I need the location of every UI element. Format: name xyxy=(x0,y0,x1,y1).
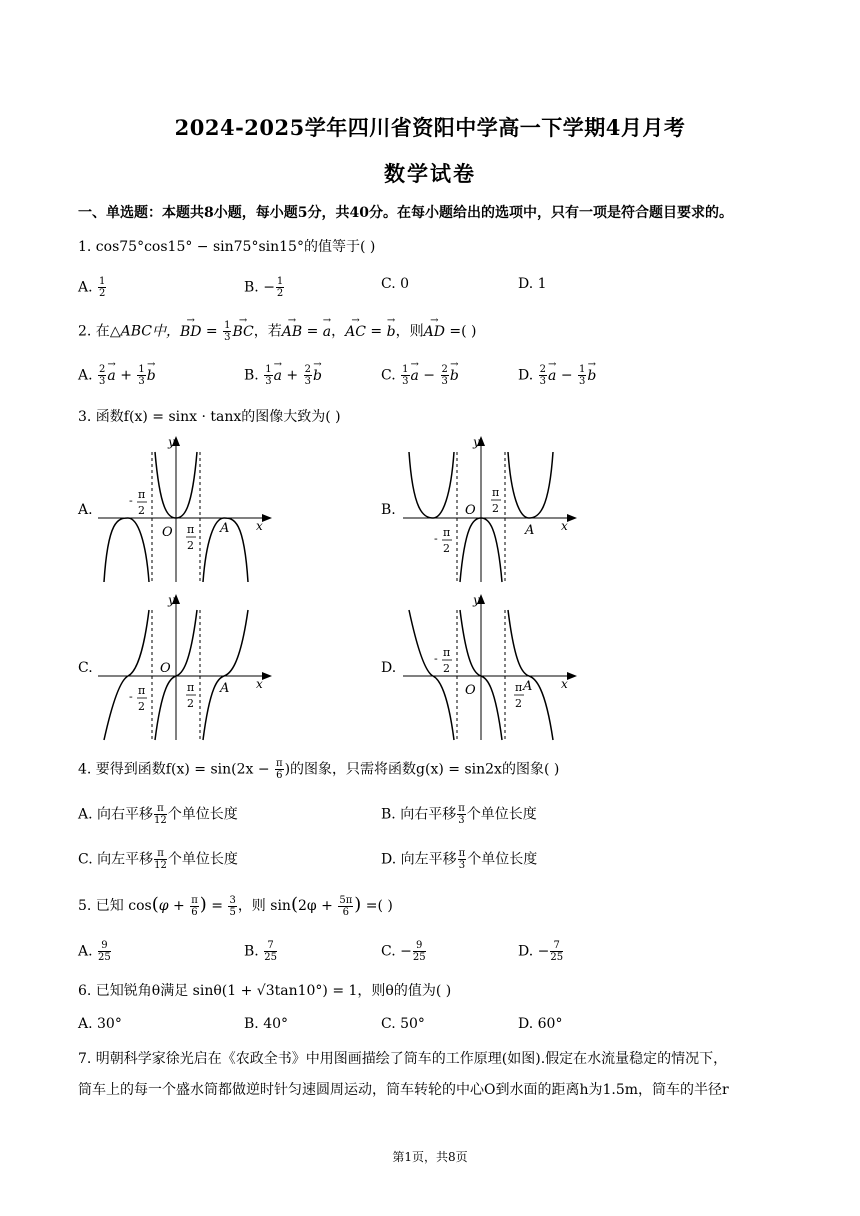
tick-two: 2 xyxy=(187,697,194,710)
tick-pi: π xyxy=(187,523,195,536)
tick-neg-sign: - xyxy=(434,652,438,665)
tick-two: 2 xyxy=(138,504,145,517)
origin-label: O xyxy=(465,683,476,698)
q3-graph-b xyxy=(395,432,585,592)
tick-two: 2 xyxy=(187,539,194,552)
axis-label-x: x xyxy=(256,519,263,533)
q3-graph-a xyxy=(90,432,280,592)
q5-option-b: B. $\frac{7}{25}$ xyxy=(244,940,277,963)
q7-line-2: 筒车上的每一个盛水筒都做逆时针匀速圆周运动，筒车转轮的中心O到水面的距离h为1.5m，筒车的半径r xyxy=(78,1082,729,1098)
q6-option-d: D. 60° xyxy=(518,1016,563,1032)
origin-label: O xyxy=(162,525,173,540)
tick-pi: π xyxy=(443,526,451,539)
q1-option-a: A. $\frac{1}{2}$ xyxy=(78,276,106,299)
tick-neg-sign: - xyxy=(434,532,438,545)
tick-two: 2 xyxy=(492,502,499,515)
axis-label-x: x xyxy=(561,519,568,533)
q7-line-1: 7. 明朝科学家徐光启在《农政全书》中用图画描绘了筒车的工作原理(如图).假定在水流量稳定的情况下， xyxy=(78,1051,728,1067)
q1-option-c: C. 0 xyxy=(381,276,410,292)
page-footer: 第1页，共8页 xyxy=(392,1150,468,1164)
exam-title: 2024-2025学年四川省资阳中学高一下学期4月月考 xyxy=(174,115,686,140)
exam-subtitle: 数学试卷 xyxy=(384,161,476,186)
tick-two: 2 xyxy=(515,697,522,710)
q3-graph-d xyxy=(395,590,585,750)
axis-label-x: x xyxy=(561,677,568,691)
point-label: A xyxy=(523,679,533,694)
question-7-stem xyxy=(78,1044,783,1106)
tick-pi: π xyxy=(515,681,523,694)
point-label: A xyxy=(220,681,230,696)
axis-label-y: y xyxy=(473,593,480,607)
tick-neg-sign: - xyxy=(129,690,133,703)
tick-pi: π xyxy=(138,488,146,501)
tick-pi: π xyxy=(443,646,451,659)
question-3-stem: 3. 函数f(x) = sinx · tanx的图像大致为( ) xyxy=(78,409,341,425)
question-4-stem: 4. 要得到函数f(x) = sin(2x − $\frac{\pi}{6}$ )的图象，只需将函数g(x) = sin2x的图象( ) xyxy=(78,758,560,781)
q4-option-d: D. 向左平移 $\frac{\pi}{3}$ 个单位长度 xyxy=(381,848,538,871)
q3-option-b-label: B. xyxy=(381,502,396,518)
point-label: A xyxy=(525,523,535,538)
q6-option-b: B. 40° xyxy=(244,1016,289,1032)
q3-option-a-label: A. xyxy=(78,502,93,518)
section-heading: 一、单选题：本题共8小题，每小题5分，共40分。在每小题给出的选项中，只有一项是符合题目要求的。 xyxy=(78,205,733,221)
point-label: A xyxy=(220,521,230,536)
origin-label: O xyxy=(465,503,476,518)
q5-option-a: A. $\frac{9}{25}$ xyxy=(78,940,111,963)
axis-label-y: y xyxy=(473,435,480,449)
question-6-stem: 6. 已知锐角θ满足 sinθ(1 + √3tan10°) = 1，则θ的值为( ) xyxy=(78,983,452,999)
question-1-stem: 1. cos75°cos15° − sin75°sin15°的值等于( ) xyxy=(78,239,376,255)
tick-two: 2 xyxy=(443,662,450,675)
question-2-stem: 2. 在△ABC中，→ BD = $\frac{1}{3}$ → BC，若→ AB = → a，→ AC = → b，则→ AD =( ) xyxy=(78,320,477,343)
q4-option-a: A. 向右平移 $\frac{\pi}{12}$ 个单位长度 xyxy=(78,803,238,826)
q3-option-c-label: C. xyxy=(78,660,93,676)
q4-option-c: C. 向左平移 $\frac{\pi}{12}$ 个单位长度 xyxy=(78,848,238,871)
q4-option-b: B. 向右平移 $\frac{\pi}{3}$ 个单位长度 xyxy=(381,803,537,826)
q2-option-d: D. $\frac{2}{3}$ → a − $\frac{1}{3}$ → b xyxy=(518,364,596,387)
q5-option-c: C. − $\frac{9}{25}$ xyxy=(381,940,426,963)
q6-option-c: C. 50° xyxy=(381,1016,425,1032)
q2-option-a: A. $\frac{2}{3}$ → a + $\frac{1}{3}$ → b xyxy=(78,364,156,387)
q6-option-a: A. 30° xyxy=(78,1016,122,1032)
q2-option-b: B. $\frac{1}{3}$ → a + $\frac{2}{3}$ → b xyxy=(244,364,322,387)
q5-option-d: D. − $\frac{7}{25}$ xyxy=(518,940,564,963)
origin-label: O xyxy=(160,661,171,676)
q2-option-c: C. $\frac{1}{3}$ → a − $\frac{2}{3}$ → b xyxy=(381,364,459,387)
tick-pi: π xyxy=(187,681,195,694)
axis-label-y: y xyxy=(168,593,175,607)
q3-option-d-label: D. xyxy=(381,660,397,676)
tick-two: 2 xyxy=(443,542,450,555)
tick-pi: π xyxy=(492,486,500,499)
q1-option-b: B. − $\frac{1}{2}$ xyxy=(244,276,284,299)
q3-graph-c xyxy=(90,590,280,750)
tick-two: 2 xyxy=(138,700,145,713)
question-5-stem: 5. 已知 cos(φ + $\frac{\pi}{6}$ ) = $\frac{3}{5}$ ，则 sin(2φ + $\frac{5\pi}{6}$ ) =( ) xyxy=(78,894,393,918)
q1-option-d: D. 1 xyxy=(518,276,547,292)
axis-label-y: y xyxy=(168,435,175,449)
tick-neg-sign: - xyxy=(129,494,133,507)
tick-pi: π xyxy=(138,684,146,697)
axis-label-x: x xyxy=(256,677,263,691)
